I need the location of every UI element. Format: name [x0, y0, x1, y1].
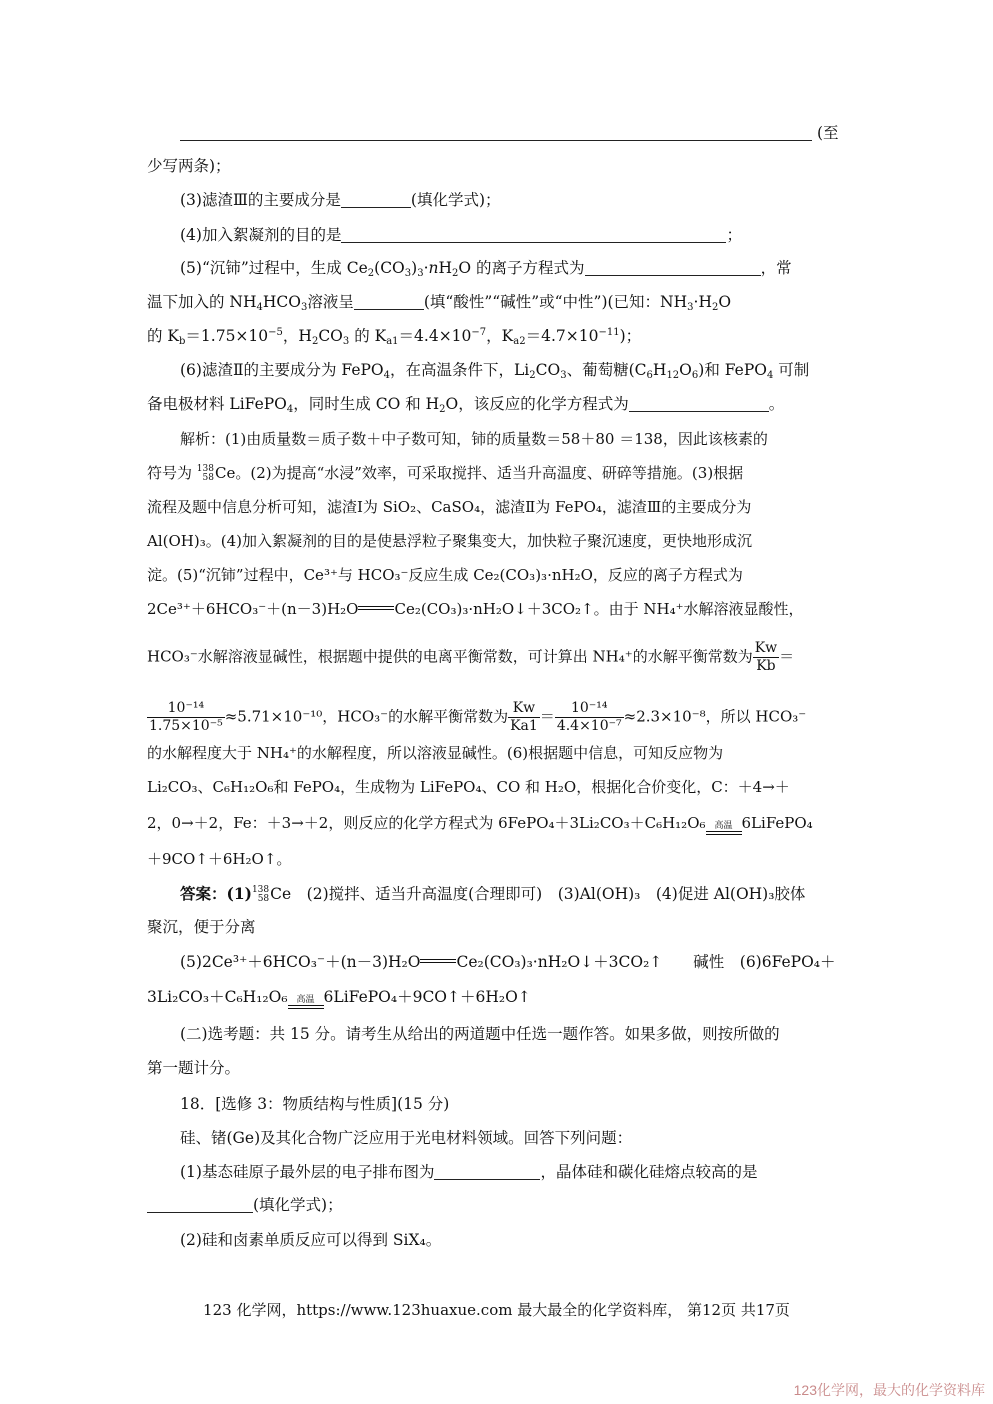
analysis-line-5: 淀。(5)“沉铈”过程中，Ce³⁺与 HCO₃⁻反应生成 Ce₂(CO₃)₃·nH₂O，反应的离子方程式为: [147, 566, 743, 584]
answer-line-3: (5)2Ce³⁺＋6HCO₃⁻＋(n－3)H₂O Ce₂(CO₃)₃·nH₂O↓＋3CO₂↑ 碱性 (6)6FePO₄＋: [180, 953, 836, 971]
question-6-line1: (6)滤渣Ⅱ的主要成分为 FePO$_4$，在高温条件下，$Li_2CO_3$、葡萄糖$(C_6H_{12}O_6)$和 FePO$_4$ 可制: [180, 361, 810, 381]
analysis-line-6: 2Ce³⁺＋6HCO₃⁻＋(n－3)H₂O Ce₂(CO₃)₃·nH₂O↓＋3CO₂↑。由于 NH₄⁺水解溶液显酸性，: [147, 600, 804, 618]
question-4: (4)加入絮凝剂的目的是 ；: [180, 226, 742, 244]
section-heading: (二)选考题：共 15 分。请考生从给出的两道题中任选一题作答。如果多做，则按所做的: [180, 1025, 780, 1043]
fill-blank[interactable]: [434, 1163, 540, 1180]
analysis-line-2: 符号为 138 58 Ce。(2)为提高“水浸”效率，可采取搅拌、适当升高温度、研碎等措施。(3)根据: [147, 464, 744, 483]
fill-blank[interactable]: [354, 293, 424, 310]
question-18-part1-line2: (填化学式)；: [147, 1194, 847, 1216]
isotope-notation: 138 58: [251, 885, 270, 904]
answer-line-4: 3Li₂CO₃＋C₆H₁₂O₆ 高温 6LiFePO₄＋9CO↑＋6H₂O↑: [147, 986, 847, 1009]
fraction: $\frac{Kw}{Ka1}$: [510, 700, 538, 734]
answer-line-1: 答案：(1) 138 58 Ce (2)搅拌、适当升高温度(合理即可) (3)Al(OH)₃ (4)促进 Al(OH)₃胶体: [180, 884, 806, 904]
question-5-line3: 的 $K_b=1.75\times 10^{-5}$，$H_2CO_3$ 的 $K_{a1}=4.4\times 10^{-7}$，$K_{a2}=4.7\times 10^{-11}$)；: [147, 327, 642, 347]
watermark: 123化学网，最大的化学资料库: [793, 1382, 985, 1398]
analysis-line-4: Al(OH)₃。(4)加入絮凝剂的目的是使悬浮粒子聚集变大，加快粒子聚沉速度，更快地形成沉: [147, 532, 752, 550]
fill-blank[interactable]: [629, 395, 769, 412]
section-heading-line2: 第一题计分。: [147, 1059, 241, 1077]
text-line: 少写两条)；: [147, 157, 231, 175]
fill-blank[interactable]: [341, 191, 411, 208]
page-footer: 123 化学网，https://www.123huaxue.com 最大最全的化学资料库， 第12页 共17页: [203, 1301, 790, 1319]
answer-line-2: 聚沉，便于分离: [147, 918, 256, 936]
fraction: $\frac{\text{10⁻¹⁴}}{\text{1.75×10⁻⁵}}$: [149, 700, 223, 734]
answer-line-2-tail: [180, 122, 847, 144]
analysis-line-12: ＋9CO↑＋6H₂O↑。: [147, 850, 292, 868]
fill-blank[interactable]: [341, 226, 726, 243]
question-18-part1: (1)基态硅原子最外层的电子排布图为 ，晶体硅和碳化硅熔点较高的是: [180, 1163, 758, 1181]
question-18-intro: 硅、锗(Ge)及其化合物广泛应用于光电材料领域。回答下列问题：: [180, 1129, 633, 1147]
question-18-part2: (2)硅和卤素单质反应可以得到 SiX₄。: [180, 1231, 442, 1249]
question-3: (3)滤渣Ⅲ的主要成分是 (填化学式)；: [180, 191, 501, 209]
equal-sign: [358, 606, 394, 610]
fraction: $\frac{\text{10⁻¹⁴}}{\text{4.4×10⁻⁷}}$: [556, 700, 622, 734]
isotope-notation: 138 58: [196, 464, 214, 483]
reaction-condition: 高温: [706, 822, 742, 835]
analysis-line-11: 2，0→＋2，Fe：＋3→＋2，则反应的化学方程式为 6FePO₄＋3Li₂CO₃＋C₆H₁₂O₆ 高温 6LiFePO₄: [147, 812, 867, 835]
question-6-line2: 备电极材料 LiFePO$_4$，同时生成 CO 和 $H_2O$，该反应的化学方程式为 。: [147, 395, 785, 415]
equal-sign: [420, 959, 456, 963]
fraction: $\frac{Kw}{Kb}$: [754, 640, 778, 674]
text: (至: [816, 124, 839, 142]
question-5-line1: (5)“沉铈”过程中，生成 $Ce_2(CO_3)_3\cdot nH_2O$ 的离子方程式为 ，常: [180, 259, 792, 279]
question-18-title: 18．[选修 3：物质结构与性质](15 分): [180, 1095, 450, 1113]
analysis-line-8: $\frac{\text{10⁻¹⁴}}{\text{1.75×10⁻⁵}}$ ≈5.71×10⁻¹⁰，HCO₃⁻的水解平衡常数为 $\frac{Kw}{Ka1}$ ＝ $\frac{\text{10⁻¹⁴}}{\text{4.4×10⁻⁷}}$ ≈2.3×10⁻⁸，所以 HCO₃⁻: [149, 700, 807, 734]
analysis-line-3: 流程及题中信息分析可知，滤渣Ⅰ为 SiO₂、CaSO₄，滤渣Ⅱ为 FePO₄，滤渣Ⅲ的主要成分为: [147, 498, 752, 516]
analysis-line-1: 解析：(1)由质量数＝质子数＋中子数可知，铈的质量数＝58＋80 ＝138，因此该核素的: [180, 430, 768, 448]
analysis-line-10: Li₂CO₃、C₆H₁₂O₆和 FePO₄，生成物为 LiFePO₄、CO 和 H₂O，根据化合价变化，C：＋4→＋: [147, 778, 790, 796]
analysis-line-9: 的水解程度大于 NH₄⁺的水解程度，所以溶液显碱性。(6)根据题中信息，可知反应物为: [147, 744, 724, 762]
fill-blank[interactable]: [147, 1196, 253, 1213]
fill-blank[interactable]: [180, 124, 812, 141]
fill-blank[interactable]: [585, 259, 761, 276]
question-5-line2: 温下加入的 $NH_4HCO_3$溶液呈 (填“酸性”“碱性”或“中性”)(已知：$NH_3\cdot H_2O$: [147, 293, 732, 313]
analysis-line-7: HCO₃⁻水解溶液显碱性，根据题中提供的电离平衡常数，可计算出 NH₄⁺的水解平衡常数为 $\frac{Kw}{Kb}$ ＝: [147, 640, 795, 674]
reaction-condition: 高温: [288, 996, 324, 1009]
